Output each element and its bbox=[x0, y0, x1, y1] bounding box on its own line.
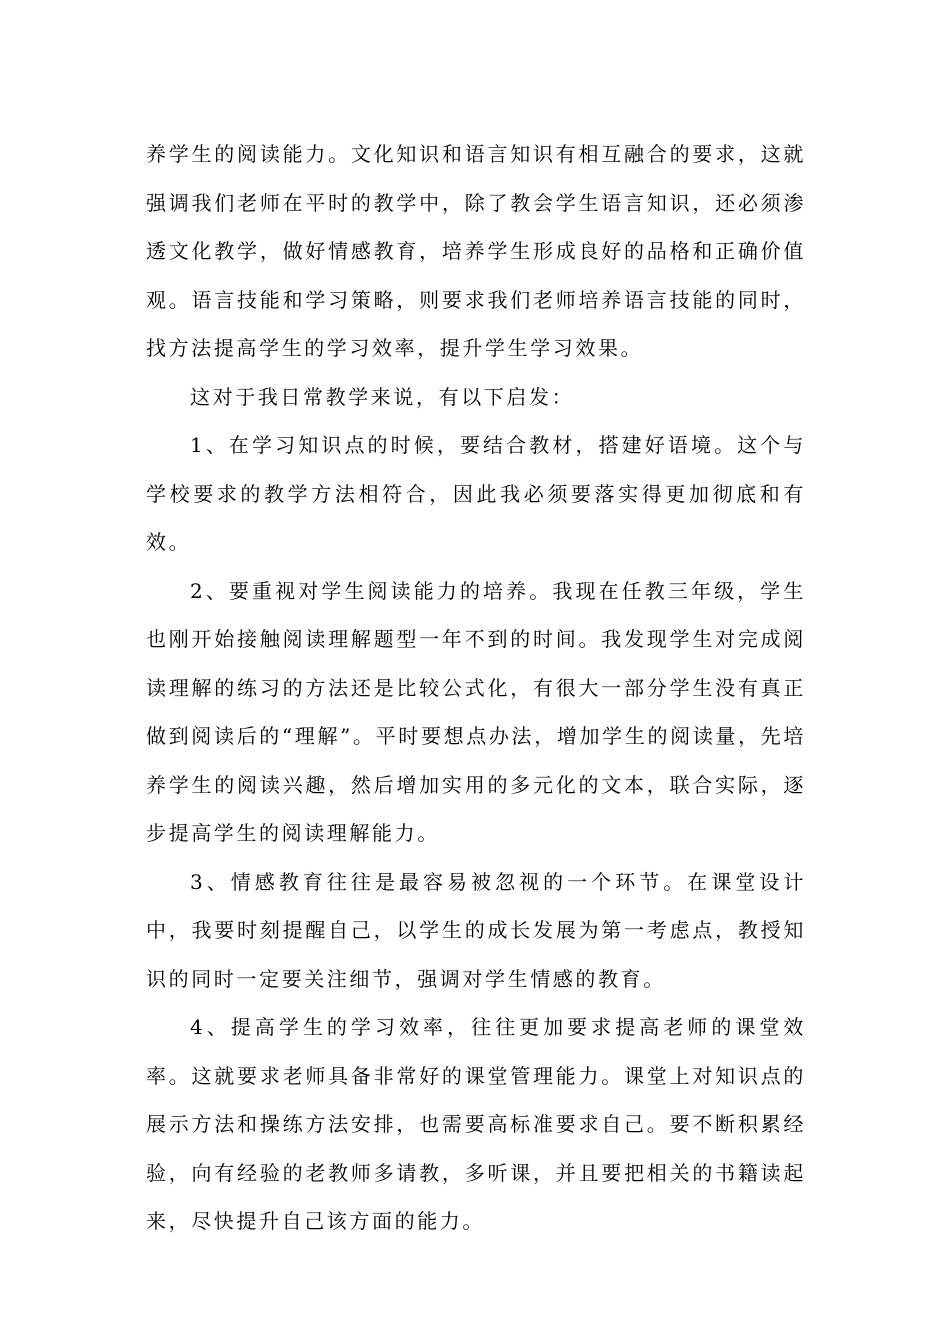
paragraph-point-4: 4、提高学生的学习效率，往往更加要求提高老师的课堂效率。这就要求老师具备非常好的课堂管理能力。课堂上对知识点的展示方法和操练方法安排，也需要高标准要求自己。要不断积累经验，向有经验的老教师多请教，多听课，并且要把相关的书籍读起来，尽快提升自己该方面的能力。 bbox=[146, 1015, 806, 1233]
paragraph-point-1: 1、在学习知识点的时候，要结合教材，搭建好语境。这个与学校要求的教学方法相符合，因此我必须要落实得更加彻底和有效。 bbox=[146, 433, 806, 554]
document-body bbox=[146, 130, 806, 1246]
paragraph-point-3: 3、情感教育往往是最容易被忽视的一个环节。在课堂设计中，我要时刻提醒自己，以学生的成长发展为第一考虑点，教授知识的同时一定要关注细节，强调对学生情感的教育。 bbox=[146, 869, 806, 991]
paragraph-continuation: 养学生的阅读能力。文化知识和语言知识有相互融合的要求，这就强调我们老师在平时的教学中，除了教会学生语言知识，还必须渗透文化教学，做好情感教育，培养学生形成良好的品格和正确价值观。语言技能和学习策略，则要求我们老师培养语言技能的同时，找方法提高学生的学习效率，提升学生学习效果。 bbox=[146, 142, 806, 360]
paragraph-intro-inspiration: 这对于我日常教学来说，有以下启发： bbox=[190, 384, 575, 409]
paragraph-point-2: 2、要重视对学生阅读能力的培养。我现在任教三年级，学生也刚开始接触阅读理解题型一年不到的时间。我发现学生对完成阅读理解的练习的方法还是比较公式化，有很大一部分学生没有真正做到阅读后的“理解”。平时要想点办法，增加学生的阅读量，先培养学生的阅读兴趣，然后增加实用的多元化的文本，联合实际，逐步提高学生的阅读理解能力。 bbox=[146, 578, 806, 845]
